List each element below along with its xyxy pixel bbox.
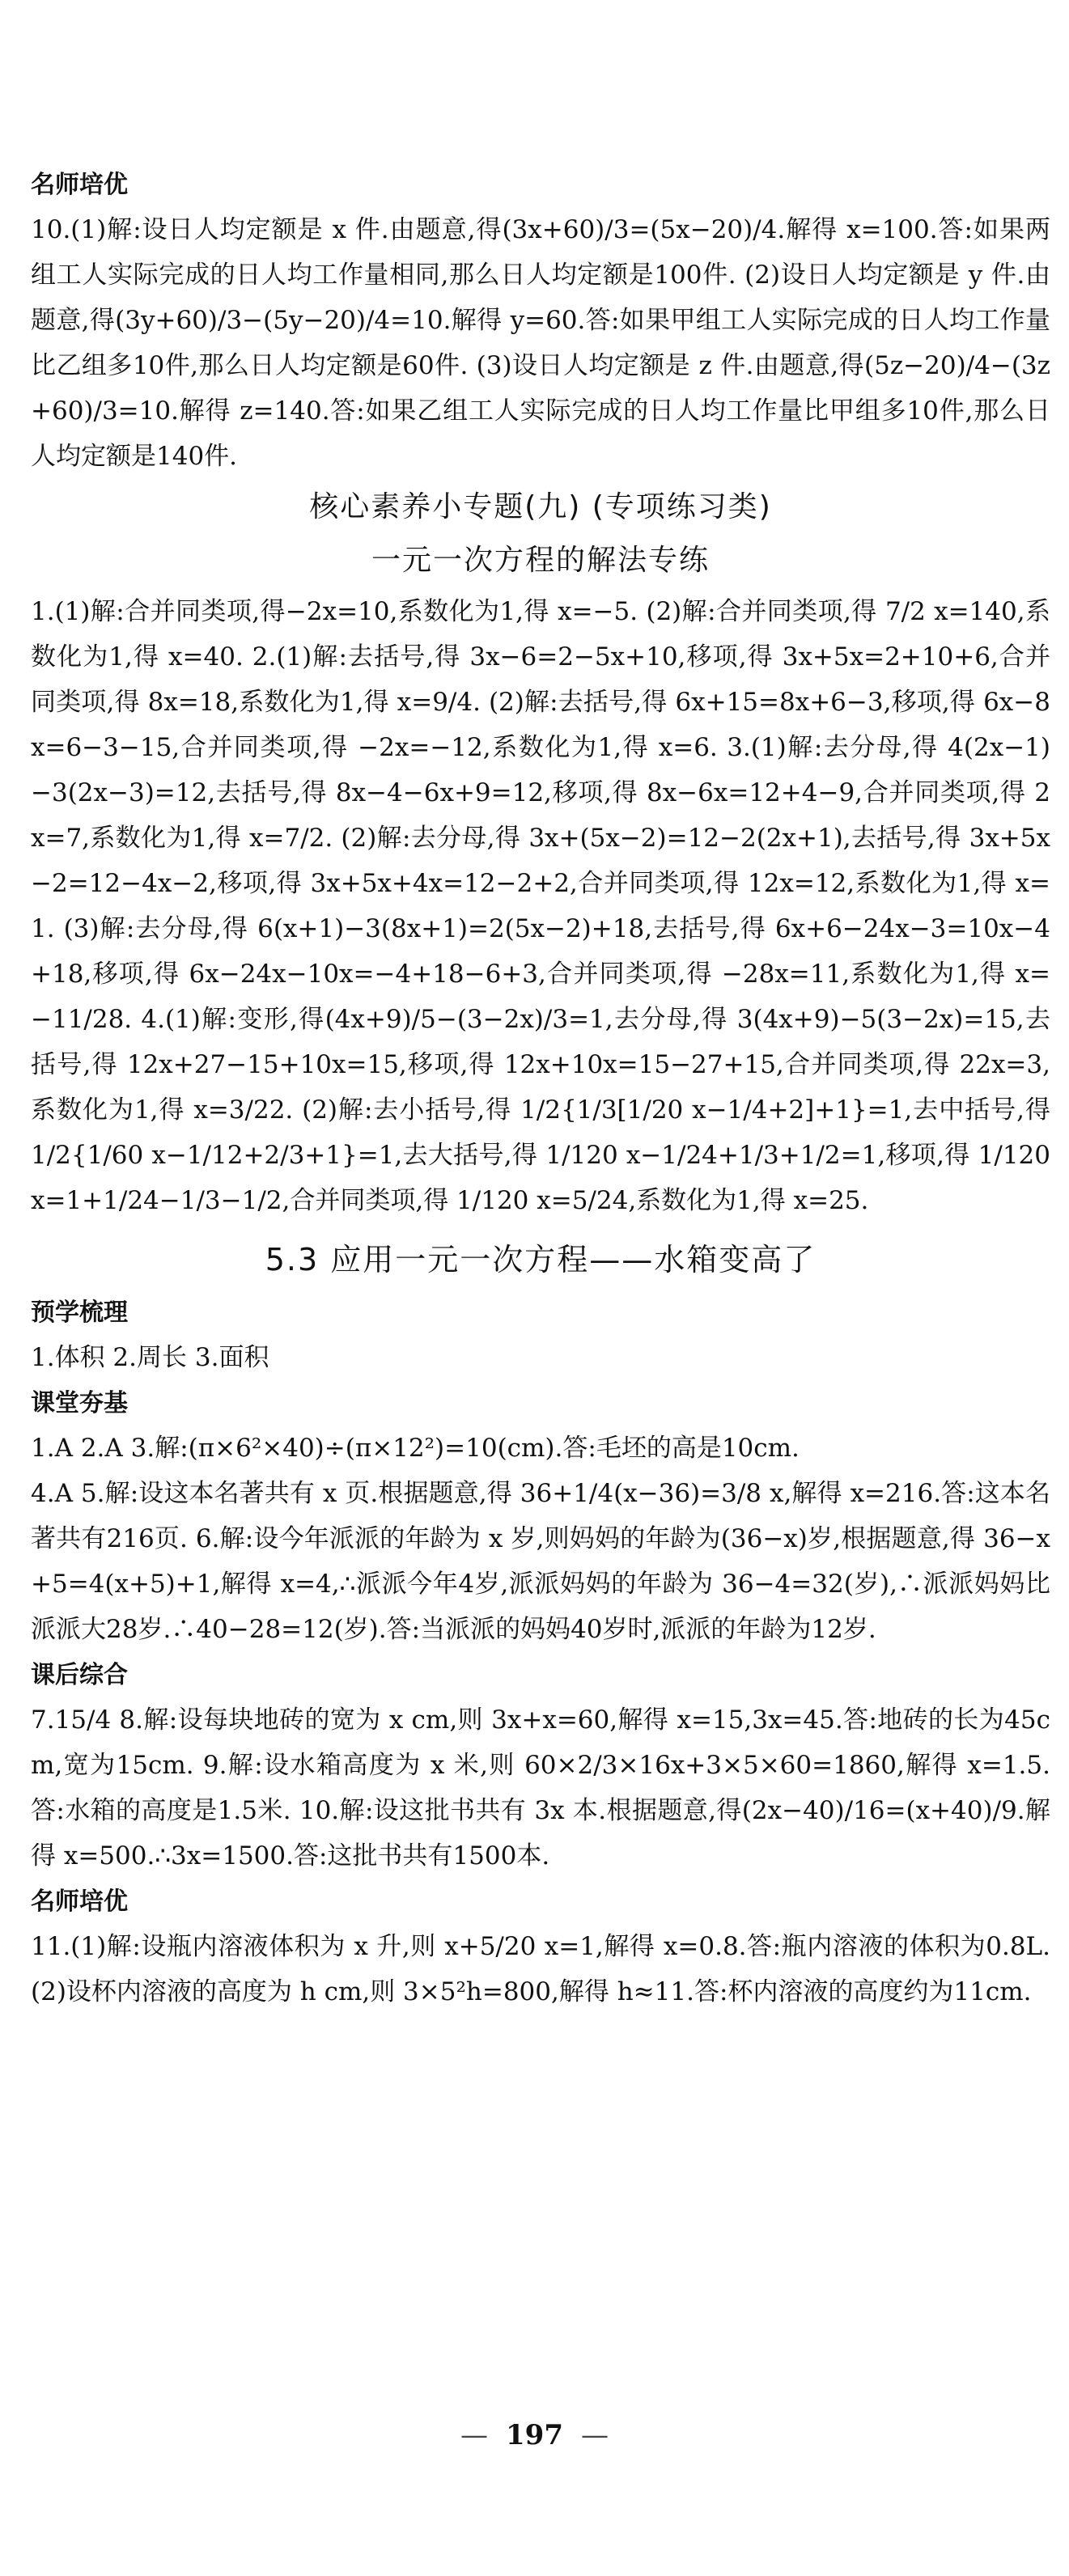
page-number: 197 [506, 2419, 563, 2451]
answer-paragraph-yuxue: 1.体积 2.周长 3.面积 [31, 1343, 269, 1372]
page-number-footer [0, 2419, 1069, 2451]
section-label-mingshi-2: 名师培优 [31, 1888, 128, 1916]
section-label-yuxue: 预学梳理 [31, 1299, 128, 1327]
answer-paragraph-ketang-2: 4.A 5.解:设这本名著共有 x 页.根据题意,得 36+1/4(x−36)=3/8 x,解得 x=216.答:这本名著共有216页. 6.解:设今年派派的年龄为 x 岁,则妈妈的年龄为(36−x)岁,根据题意,得 36−x+5=4(x+5)+1,解得 x=4,∴派派今年4岁,派派妈妈的年龄为 36−4=32(岁),∴派派妈妈比派派大28岁.∴40−28=12(岁).答:当派派的妈妈40岁时,派派的年龄为12岁. [31, 1479, 1050, 1644]
topic-subtitle: 一元一次方程的解法专练 [371, 544, 710, 577]
answer-paragraph-ketang-1: 1.A 2.A 3.解:(π×6²×40)÷(π×12²)=10(cm).答:毛坯的高是10cm. [31, 1434, 800, 1463]
lesson-title: 5.3 应用一元一次方程——水箱变高了 [265, 1242, 817, 1277]
footer-dash-right: — [580, 2419, 609, 2451]
topic-title: 核心素养小专题(九) (专项练习类) [309, 490, 772, 523]
answer-paragraph-10: 10.(1)解:设日人均定额是 x 件.由题意,得(3x+60)/3=(5x−20)/4.解得 x=100.答:如果两组工人实际完成的日人均工作量相同,那么日人均定额是100件. (2)设日人均定额是 y 件.由题意,得(3y+60)/3−(5y−20)/4=10.解得 y=60.答:如果甲组工人实际完成的日人均工作量比乙组多10件,那么日人均定额是60件. (3)设日人均定额是 z 件.由题意,得(5z−20)/4−(3z+60)/3=10.解得 z=140.答:如果乙组工人实际完成的日人均工作量比甲组多10件,那么日人均定额是140件. [31, 215, 1050, 471]
section-label-ketang: 课堂夯基 [31, 1389, 128, 1417]
answer-paragraph-11: 11.(1)解:设瓶内溶液体积为 x 升,则 x+5/20 x=1,解得 x=0.8.答:瓶内溶液的体积为0.8L. (2)设杯内溶液的高度为 h cm,则 3×5²h=800,解得 h≈11.答:杯内溶液的高度约为11cm. [31, 1932, 1050, 2006]
answer-page [31, 162, 1050, 2015]
footer-dash-left: — [460, 2419, 488, 2451]
answer-paragraph-kehou: 7.15/4 8.解:设每块地砖的宽为 x cm,则 3x+x=60,解得 x=15,3x=45.答:地砖的长为45cm,宽为15cm. 9.解:设水箱高度为 x 米,则 60×2/3×16x+3×5×60=1860,解得 x=1.5.答:水箱的高度是1.5米. 10.解:设这批书共有 3x 本.根据题意,得(2x−40)/16=(x+40)/9.解得 x=500.∴3x=1500.答:这批书共有1500本. [31, 1705, 1050, 1871]
answer-paragraph-equation-drills: 1.(1)解:合并同类项,得−2x=10,系数化为1,得 x=−5. (2)解:合并同类项,得 7/2 x=140,系数化为1,得 x=40. 2.(1)解:去括号,得 3x−6=2−5x+10,移项,得 3x+5x=2+10+6,合并同类项,得 8x=18,系数化为1,得 x=9/4. (2)解:去括号,得 6x+15=8x+6−3,移项,得 6x−8x=6−3−15,合并同类项,得 −2x=−12,系数化为1,得 x=6. 3.(1)解:去分母,得 4(2x−1)−3(2x−3)=12,去括号,得 8x−4−6x+9=12,移项,得 8x−6x=12+4−9,合并同类项,得 2x=7,系数化为1,得 x=7/2. (2)解:去分母,得 3x+(5x−2)=12−2(2x+1),去括号,得 3x+5x−2=12−4x−2,移项,得 3x+5x+4x=12−2+2,合并同类项,得 12x=12,系数化为1,得 x=1. (3)解:去分母,得 6(x+1)−3(8x+1)=2(5x−2)+18,去括号,得 6x+6−24x−3=10x−4+18,移项,得 6x−24x−10x=−4+18−6+3,合并同类项,得 −28x=11,系数化为1,得 x=−11/28. 4.(1)解:变形,得(4x+9)/5−(3−2x)/3=1,去分母,得 3(4x+9)−5(3−2x)=15,去括号,得 12x+27−15+10x=15,移项,得 12x+10x=15−27+15,合并同类项,得 22x=3,系数化为1,得 x=3/22. (2)解:去小括号,得 1/2{1/3[1/20 x−1/4+2]+1}=1,去中括号,得 1/2{1/60 x−1/12+2/3+1}=1,去大括号,得 1/120 x−1/24+1/3+1/2=1,移项,得 1/120 x=1+1/24−1/3−1/2,合并同类项,得 1/120 x=5/24,系数化为1,得 x=25. [31, 597, 1050, 1215]
section-label-kehou: 课后综合 [31, 1661, 128, 1689]
section-label-mingshi-1: 名师培优 [31, 171, 128, 199]
